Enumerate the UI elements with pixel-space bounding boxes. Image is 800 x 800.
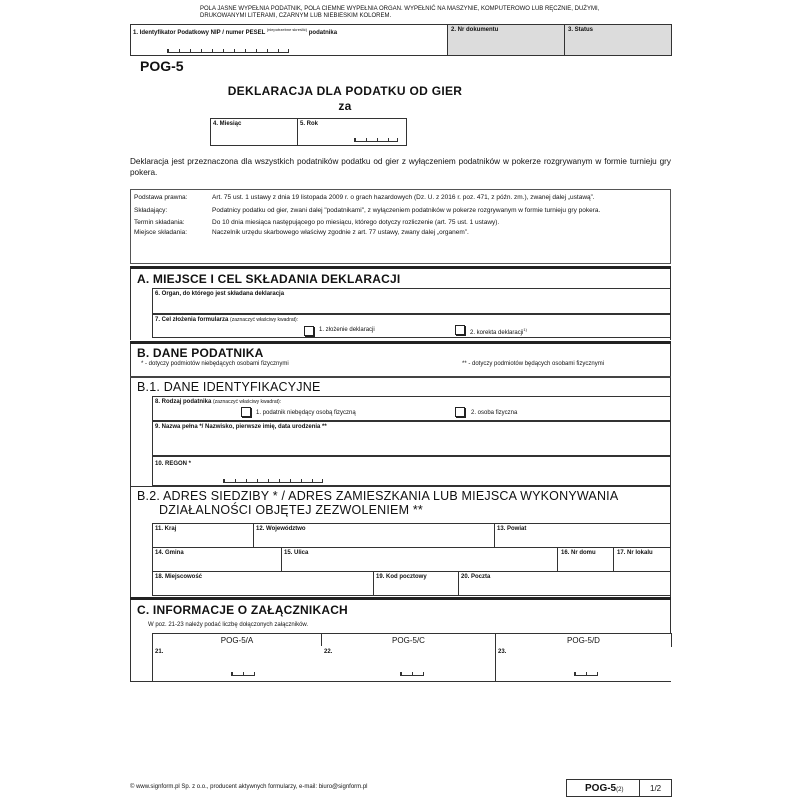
legal-row bbox=[134, 207, 669, 216]
legal-row-label: Miejsce składania: bbox=[134, 228, 188, 236]
country-field[interactable] bbox=[152, 523, 254, 548]
nip-pesel-label-suffix: podatnika bbox=[308, 30, 338, 36]
note-natural-person: ** - dotyczy podmiotów będących osobami fizycznymi bbox=[462, 361, 605, 367]
legal-row-label: Podstawa prawna: bbox=[134, 194, 188, 201]
attachments-note: W poz. 21-23 należy podać liczbę dołączonych załączników. bbox=[148, 622, 309, 628]
taxpayer-type-label-text: 8. Rodzaj podatnika bbox=[155, 399, 212, 405]
nip-digit-cells bbox=[167, 49, 289, 53]
nip-pesel-field[interactable] bbox=[130, 24, 448, 56]
purpose-hint: (zaznaczyć właściwy kwadrat): bbox=[230, 317, 299, 323]
regon-field[interactable] bbox=[152, 456, 671, 486]
footer-page-text: 1/2 bbox=[650, 784, 662, 793]
house-number-label: 16. Nr domu bbox=[561, 550, 596, 556]
legal-row-text: Do 10 dnia miesiąca następującego po miesiącu, którego dotyczy rozliczenie (art. 75 ust. 1 ustawy). bbox=[212, 219, 500, 226]
purpose-label-text: 7. Cel złożenia formularza bbox=[155, 317, 229, 323]
legal-row-label: Składający: bbox=[134, 206, 168, 214]
form-title-main: DEKLARACJA DLA PODATKU OD GIER bbox=[227, 84, 463, 98]
taxpayer-type-field bbox=[152, 396, 671, 421]
attachment-col-pog5d: POG-5/D bbox=[567, 636, 600, 645]
month-label: 4. Miesiąc bbox=[213, 121, 242, 127]
attachment-count-cells bbox=[574, 672, 598, 676]
tax-office-field[interactable] bbox=[152, 288, 671, 314]
year-digit-cells bbox=[354, 138, 398, 142]
section-b1-title: B.1. DANE IDENTYFIKACYJNE bbox=[137, 380, 321, 394]
tax-office-label: 6. Organ, do którego jest składana deklaracja bbox=[155, 291, 285, 297]
purpose-label bbox=[155, 317, 298, 323]
house-number-field[interactable] bbox=[557, 547, 614, 572]
option-natural-person-label: 2. osoba fizyczna bbox=[471, 410, 518, 416]
footer-page-number bbox=[639, 779, 672, 797]
regon-label: 10. REGON * bbox=[155, 461, 192, 467]
year-label: 5. Rok bbox=[300, 121, 319, 127]
year-field[interactable] bbox=[297, 118, 407, 146]
regon-digit-cells bbox=[223, 479, 323, 483]
attachment-col-pog5a: POG-5/A bbox=[220, 636, 254, 645]
county-field[interactable] bbox=[494, 523, 671, 548]
purpose-field bbox=[152, 314, 671, 338]
attachment-count-pog5d[interactable] bbox=[496, 646, 671, 681]
option-submission-label: 1. złożenie deklaracji bbox=[319, 327, 375, 333]
postal-code-label: 19. Kod pocztowy bbox=[376, 574, 427, 580]
section-b2-title-line: DZIAŁALNOŚCI OBJĘTEJ ZEZWOLENIEM ** bbox=[159, 503, 423, 517]
street-field[interactable] bbox=[281, 547, 558, 572]
country-label: 11. Kraj bbox=[155, 526, 177, 532]
full-name-label: 9. Nazwa pełna */ Nazwisko, pierwsze imię, data urodzenia ** bbox=[155, 424, 327, 430]
apartment-number-label: 17. Nr lokalu bbox=[617, 550, 653, 556]
section-a-title: A. MIEJSCE I CEL SKŁADANIA DEKLARACJI bbox=[137, 272, 401, 286]
option-correction-footnote: 1) bbox=[523, 327, 527, 332]
nip-pesel-hint: (niepotrzebne skreślić) bbox=[266, 27, 308, 32]
checkbox-submission[interactable] bbox=[304, 326, 314, 336]
attachment-count-pog5c-label: 22. bbox=[324, 649, 333, 655]
locality-field[interactable] bbox=[152, 571, 374, 596]
status-field bbox=[564, 24, 672, 56]
nip-pesel-label-text: 1. Identyfikator Podatkowy NIP / numer PESEL bbox=[133, 30, 266, 36]
legal-info-block bbox=[130, 189, 671, 264]
postal-code-field[interactable] bbox=[373, 571, 459, 596]
checkbox-correction[interactable] bbox=[455, 325, 465, 335]
legal-row bbox=[134, 194, 669, 203]
intro-text: Deklaracja jest przeznaczona dla wszystkich podatników podatku od gier z wyłączeniem podatników w pokerze rozgrywanym w formie turnieju gry pokera. bbox=[130, 157, 671, 177]
taxpayer-type-label bbox=[155, 399, 281, 405]
option-non-natural-person-label: 1. podatnik niebędący osobą fizyczną bbox=[256, 410, 356, 416]
legal-row-label: Termin składania: bbox=[134, 219, 185, 226]
attachment-col-pog5c: POG-5/C bbox=[392, 636, 425, 645]
footer-form-code-text bbox=[585, 783, 623, 794]
street-label: 15. Ulica bbox=[284, 550, 309, 556]
voivodeship-label: 12. Województwo bbox=[256, 526, 306, 532]
footer-code: POG-5 bbox=[585, 783, 617, 794]
attachment-count-pog5a-label: 21. bbox=[155, 649, 164, 655]
legal-row bbox=[134, 219, 669, 228]
voivodeship-field[interactable] bbox=[253, 523, 495, 548]
attachment-count-pog5d-label: 23. bbox=[498, 649, 507, 655]
fill-instruction bbox=[200, 6, 599, 20]
footer-credit: © www.signform.pl Sp. z o.o., producent aktywnych formularzy, e-mail: biuro@signform.pl bbox=[130, 784, 368, 790]
county-label: 13. Powiat bbox=[497, 526, 527, 532]
section-b2-title-line: B.2. ADRES SIEDZIBY * / ADRES ZAMIESZKANIA LUB MIEJSCA WYKONYWANIA bbox=[137, 489, 619, 503]
note-legal-entity: * - dotyczy podmiotów niebędących osobami fizycznymi bbox=[141, 361, 289, 367]
option-correction-text: 2. korekta deklaracji bbox=[470, 330, 524, 336]
taxpayer-type-hint: (zaznaczyć właściwy kwadrat): bbox=[213, 399, 282, 405]
attachment-count-cells bbox=[231, 672, 255, 676]
attachment-count-cells bbox=[400, 672, 424, 676]
checkbox-natural-person[interactable] bbox=[455, 407, 465, 417]
attachment-count-pog5a[interactable] bbox=[152, 646, 323, 681]
option-correction-label bbox=[470, 327, 527, 336]
legal-row-text: Naczelnik urzędu skarbowego właściwy zgodnie z art. 77 ustawy, zwany dalej „organem”. bbox=[212, 228, 469, 236]
form-title-za: za bbox=[338, 99, 352, 113]
fill-instruction-line: POLA JASNE WYPEŁNIA PODATNIK, POLA CIEMNE WYPEŁNIA ORGAN. WYPEŁNIĆ NA MASZYNIE, KOMPUTEROWO LUB RĘCZNIE, DUŻYMI, bbox=[200, 6, 600, 12]
footer-form-code bbox=[566, 779, 640, 797]
fill-instruction-line: DRUKOWANYMI LITERAMI, CZARNYM LUB NIEBIESKIM KOLOREM. bbox=[200, 13, 392, 19]
post-office-field[interactable] bbox=[458, 571, 671, 596]
document-number-field bbox=[447, 24, 565, 56]
legal-rows bbox=[134, 194, 669, 237]
full-name-field[interactable] bbox=[152, 421, 671, 456]
municipality-label: 14. Gmina bbox=[155, 550, 184, 556]
attachment-count-pog5c[interactable] bbox=[322, 646, 495, 681]
section-b2-title bbox=[137, 489, 677, 517]
document-number-label: 2. Nr dokumentu bbox=[451, 27, 499, 33]
month-field[interactable] bbox=[210, 118, 298, 146]
locality-label: 18. Miejscowość bbox=[155, 574, 203, 580]
form-code: POG-5 bbox=[140, 58, 184, 74]
legal-row-text: Art. 75 ust. 1 ustawy z dnia 19 listopada 2009 r. o grach hazardowych (Dz. U. z 2016 r. poz. 471, z późn. zm.), zwanej dalej „ustawą”. bbox=[212, 194, 595, 201]
footer-version: (2) bbox=[616, 787, 624, 793]
section-c-title: C. INFORMACJE O ZAŁĄCZNIKACH bbox=[137, 603, 348, 617]
form-title bbox=[130, 84, 560, 113]
apartment-number-field[interactable] bbox=[613, 547, 671, 572]
post-office-label: 20. Poczta bbox=[461, 574, 491, 580]
legal-row-text: Podatnicy podatku od gier, zwani dalej "podatnikami", z wyłączeniem podatników w pokerze rozgrywanym w formie turnieju gry pokera. bbox=[212, 206, 601, 214]
nip-pesel-label bbox=[133, 27, 337, 36]
municipality-field[interactable] bbox=[152, 547, 282, 572]
legal-row bbox=[134, 229, 669, 238]
checkbox-non-natural-person[interactable] bbox=[241, 407, 251, 417]
section-b-title: B. DANE PODATNIKA bbox=[137, 346, 264, 360]
status-label: 3. Status bbox=[568, 27, 594, 33]
